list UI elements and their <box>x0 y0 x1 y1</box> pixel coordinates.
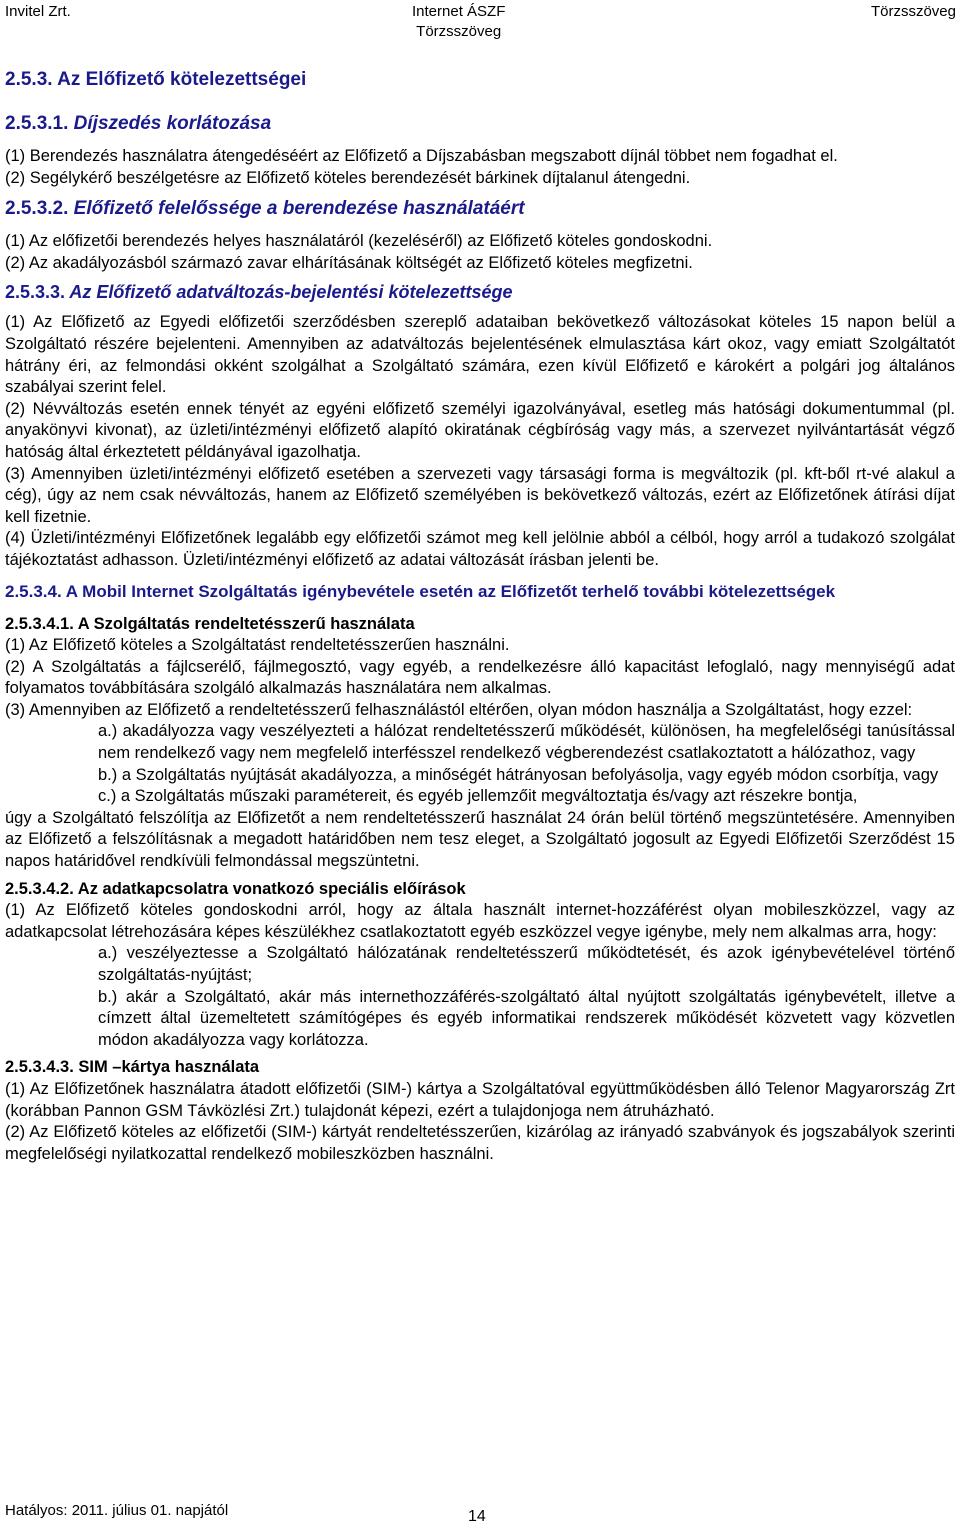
paragraph: (3) Amennyiben üzleti/intézményi előfizető esetében a szervezeti vagy társasági forma is megváltozik (pl. kft-ből rt-vé alakul a cég), úgy az nem csak névváltozás, hanem az Előfizető személyében is bekövetkező változás, ezért az Előfizetőnek átírási díjat kell fizetnie. <box>5 464 955 526</box>
heading-text: Az Előfizető adatváltozás-bejelentési kötelezettsége <box>69 282 513 303</box>
paragraph: (4) Üzleti/intézményi Előfizetőnek legalább egy előfizetői számot meg kell jelölnie abból a célból, hogy arról a tudakozó szolgálat tájékoztatást adhasson. Üzleti/intézményi előfizető az adatai változását írásban jelenti be. <box>5 529 955 569</box>
paragraph: (1) Az Előfizető köteles gondoskodni arról, hogy az általa használt internet-hozzáférést olyan mobileszközzel, vagy az adatkapcsolat létrehozására képes készülékhez csatlakoztatott egyéb eszközzel vegye igénybe, mely nem alkalmas arra, hogy: <box>5 901 955 941</box>
paragraph: (1) Az Előfizető köteles a Szolgáltatást rendeltetésszerűen használni. <box>5 636 510 655</box>
paragraph: (1) Berendezés használatra átengedéséért az Előfizető a Díjszabásban megszabott díjnál többet nem fogadhat el. <box>5 147 838 165</box>
section-heading-2-5-3-4-2: 2.5.3.4.2. Az adatkapcsolatra vonatkozó speciális előírások <box>5 879 466 898</box>
paragraph: (1) Az Előfizetőnek használatra átadott előfizetői (SIM-) kártya a Szolgáltatóval együttműködésben álló Telenor Magyarország Zrt (korábban Pannon GSM Távközlési Zrt.) tulajdonát képezi, ezért a tulajdonjoga nem átruházható. <box>5 1079 955 1120</box>
list-item: b.) akár a Szolgáltató, akár más internethozzáférés-szolgáltató által nyújtott szolgáltatás igénybevételt, illetve a címzett által üzemeltetett számítógépes és egyéb informatikai rendszerek működését közvetett vagy közvetlen módon akadályozza vagy korlátozza. <box>98 987 955 1049</box>
section-heading-2-5-3-4-3: 2.5.3.4.3. SIM –kártya használata <box>5 1058 260 1077</box>
paragraph: (2) Névváltozás esetén ennek tényét az egyéni előfizető személyi igazolványával, esetleg más hatósági dokumentummal (pl. anyakönyvi kivonat), az üzleti/intézményi előfizető alapító okiratának cégbíróság vagy más, a szervezet nyilvántartását végző hatóság által érkeztetett példányával igazolhatja. <box>5 399 955 461</box>
header-document-title <box>412 2 505 42</box>
list-item: c.) a Szolgáltatás műszaki paramétereit, és egyéb jellemzőit megváltoztatja és/vagy azt részekre bontja, <box>98 787 858 806</box>
paragraph: (1) Az Előfizető az Egyedi előfizetői szerződésben szereplő adataiban bekövetkező változásokat köteles 15 napon belül a Szolgáltató részére bejelenteni. Amennyiben az adatváltozás bejelentésének elmulasztása kárt okoz, vagy emiatt Szolgáltatót hátrány éri, az felmondási okként szolgálhat a Szolgáltató számára, ezen kívül Előfizető e károkért a polgári jog általános szabályai szerint felel. <box>5 313 955 397</box>
header-company: Invitel Zrt. <box>5 3 71 20</box>
section-heading-2-5-3-1 <box>5 110 955 138</box>
header-right-label: Törzsszöveg <box>870 3 956 20</box>
footer-effective-date: Hatályos: 2011. július 01. napjától <box>5 1502 229 1519</box>
section-heading-2-5-3-4: 2.5.3.4. A Mobil Internet Szolgáltatás igénybevétele esetén az Előfizetőt terhelő további kötelezettségek <box>5 581 836 601</box>
paragraph: (3) Amennyiben az Előfizető a rendeltetésszerű felhasználástól eltérően, olyan módon használja a Szolgáltatást, hogy ezzel: <box>5 700 913 719</box>
section-heading-2-5-3-3 <box>5 278 955 306</box>
paragraph: (2) Segélykérő beszélgetésre az Előfizető köteles berendezését bárkinek díjtalanul átengedni. <box>5 168 691 187</box>
paragraph: (2) A Szolgáltatás a fájlcserélő, fájlmegosztó, vagy egyéb, a rendelkezésre álló kapacitást lefoglaló, nagy mennyiségű adat folyamatos továbbítására szolgáló alkalmazás használatára nem alkalmas. <box>5 657 955 698</box>
list-item: a.) veszélyeztesse a Szolgáltató hálózatának rendeltetésszerű működtetését, és azok igénybevételével történő szolgáltatás-nyújtást; <box>98 944 955 984</box>
paragraph: (1) Az előfizetői berendezés helyes használatáról (kezeléséről) az Előfizető köteles gondoskodni. <box>5 232 713 251</box>
list-item: b.) a Szolgáltatás nyújtását akadályozza, a minőségét hátrányosan befolyásolja, vagy egyéb módon csorbítja, vagy <box>98 765 939 784</box>
heading-text: Előfizető felelőssége a berendezése használatáért <box>73 198 525 220</box>
header-title-line2: Törzsszöveg <box>416 23 502 40</box>
section-heading-2-5-3-2 <box>5 195 955 223</box>
heading-number: 2.5.3.1. <box>5 113 69 134</box>
page-number: 14 <box>468 1508 486 1525</box>
list-item: a.) akadályozza vagy veszélyezteti a hálózat rendeltetésszerű működését, különösen, ha megfelelőségi tanúsítással nem rendelkező vagy nem megfelelő interfésszel rendelkező végberendezést csatlakoztatott a hálózathoz, vagy <box>98 722 955 763</box>
paragraph: (2) Az akadályozásból származó zavar elhárításának költségét az Előfizető köteles megfizetni. <box>5 253 693 272</box>
section-heading-2-5-3-4-1: 2.5.3.4.1. A Szolgáltatás rendeltetésszerű használata <box>5 614 415 633</box>
paragraph: úgy a Szolgáltató felszólítja az Előfizetőt a nem rendeltetésszerű használat 24 órán belül történő megszüntetésére. Amennyiben az Előfizető a felszólításnak a megadott határidőben nem tesz eleget, a Szolgáltató jogosult az Egyedi Előfizetői Szerződést 15 napos határidővel rendkívüli felmondással megszüntetni. <box>5 808 955 871</box>
heading-number: 2.5.3.2. <box>5 198 69 220</box>
section-heading-2-5-3: 2.5.3. Az Előfizető kötelezettségei <box>5 69 307 90</box>
paragraph: (2) Az Előfizető köteles az előfizetői (SIM-) kártyát rendeltetésszerűen, kizárólag az irányadó szabványok és jogszabályok szerinti megfelelőségi nyilatkozattal rendelkező mobileszközben használni. <box>5 1123 955 1163</box>
document-body <box>5 66 955 1165</box>
heading-text: Díjszedés korlátozása <box>73 113 272 134</box>
header-title-line1: Internet ÁSZF <box>412 3 506 20</box>
heading-number: 2.5.3.3. <box>5 282 66 303</box>
